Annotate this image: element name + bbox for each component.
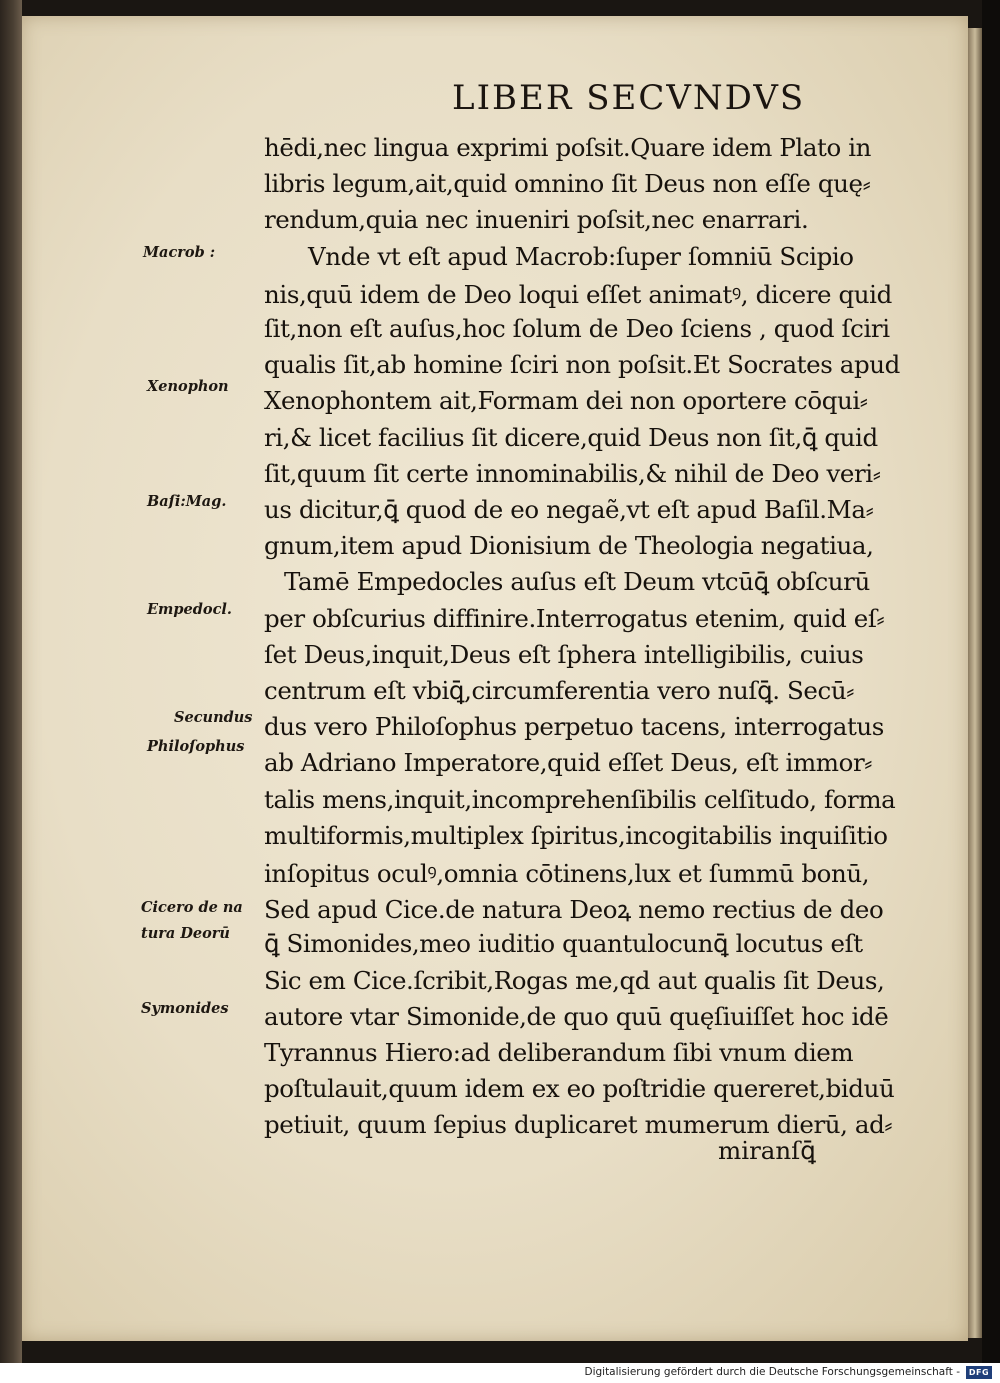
text-line: ſit,quum ſit certe innominabilis,& nihil de Deo veri⸗: [264, 458, 881, 488]
text-line: Vnde vt eſt apud Macrob:ſuper ſomniū Scipio: [308, 241, 854, 271]
text-line: qualis ſit,ab homine ſciri non poſsit.Et Socrates apud: [264, 350, 900, 380]
dfg-logo: DFG: [966, 1366, 992, 1379]
margin-note: Xenophon: [147, 378, 229, 395]
text-line: Sic em Cice.ſcribit,Rogas me,qd aut qualis ſit Deus,: [264, 965, 885, 995]
margin-note: Philoſophus: [147, 738, 245, 755]
margin-note: Symonides: [141, 1000, 229, 1017]
text-line: inſopitus oculꝰ,omnia cōtinens,lux et ſummū bonū,: [264, 859, 870, 888]
text-line: hēdi,nec lingua exprimi poſsit.Quare idem Plato in: [264, 133, 872, 162]
funding-credit: Digitalisierung gefördert durch die Deutsche Forschungsgemeinschaft -: [584, 1366, 960, 1378]
text-line: petiuit, quum ſepius duplicaret mumerum dierū, ad⸗: [264, 1110, 893, 1140]
text-line: Xenophontem ait,Formam dei non oportere cōqui⸗: [264, 386, 868, 416]
text-line: nis,quū idem de Deo loqui eſſet animatꝰ, dicere quid: [264, 279, 892, 309]
footer-strip: [0, 1363, 1000, 1383]
text-line: ſit,non eſt auſus,hoc ſolum de Deo ſciens , quod ſciri: [264, 314, 890, 343]
binding-board: [0, 0, 22, 1363]
text-line: rendum,quia nec inueniri poſsit,nec enarrari.: [264, 205, 809, 235]
running-head: LIBER SECVNDVS: [452, 78, 806, 118]
margin-note: Empedocl.: [147, 601, 232, 618]
text-line: multiformis,multiplex ſpiritus,incogitabilis inquiſitio: [264, 820, 888, 850]
text-line: dus vero Philoſophus perpetuo tacens, interrogatus: [264, 712, 884, 742]
margin-note: Secundus: [174, 709, 253, 726]
text-line: libris legum,ait,quid omnino ſit Deus non eſſe quę⸗: [264, 169, 871, 199]
text-line: talis mens,inquit,incomprehenſibilis celſitudo, forma: [264, 784, 896, 814]
page-edge: [968, 28, 982, 1338]
margin-note: Baſi:Mag.: [147, 493, 227, 510]
text-line: us dicitur,ꝗ̄ quod de eo negaẽ,vt eſt apud Baſil.Ma⸗: [264, 495, 874, 524]
text-line: poſtulauit,quum idem ex eo poſtridie quereret,biduū: [264, 1074, 895, 1104]
text-line: gnum,item apud Dionisium de Theologia negatiua,: [264, 531, 874, 561]
margin-note: tura Deorū: [141, 925, 230, 942]
text-line: ſet Deus,inquit,Deus eſt ſphera intelligibilis, cuius: [264, 639, 864, 669]
text-line: Tamē Empedocles auſus eſt Deum vtcūꝗ̄ obſcurū: [284, 567, 870, 597]
text-line: per obſcurius diffinire.Interrogatus etenim, quid eſ⸗: [264, 603, 885, 633]
margin-note: Macrob :: [143, 244, 216, 261]
text-line: ab Adriano Imperatore,quid eſſet Deus, eſt immor⸗: [264, 748, 873, 778]
text-line: Tyrannus Hiero:ad deliberandum ſibi vnum diem: [264, 1038, 854, 1067]
text-line: autore vtar Simonide,de quo quū quęſiuiſſet hoc idē: [264, 1001, 889, 1031]
scan-border: [982, 0, 1000, 1363]
margin-note: Cicero de na: [141, 899, 243, 916]
text-line: ꝗ̄ Simonides,meo iuditio quantulocunꝗ̄ locutus eſt: [264, 929, 863, 959]
text-line: Sed apud Cice.de natura Deoꝝ nemo rectius de deo: [264, 895, 884, 925]
text-line: ri,& licet facilius ſit dicere,quid Deus non ſit,ꝗ̄ quid: [264, 422, 878, 452]
text-line: centrum eſt vbiꝗ̄,circumferentia vero nuſꝗ̄. Secū⸗: [264, 676, 854, 705]
catchword: miranſꝗ̄: [718, 1136, 816, 1165]
